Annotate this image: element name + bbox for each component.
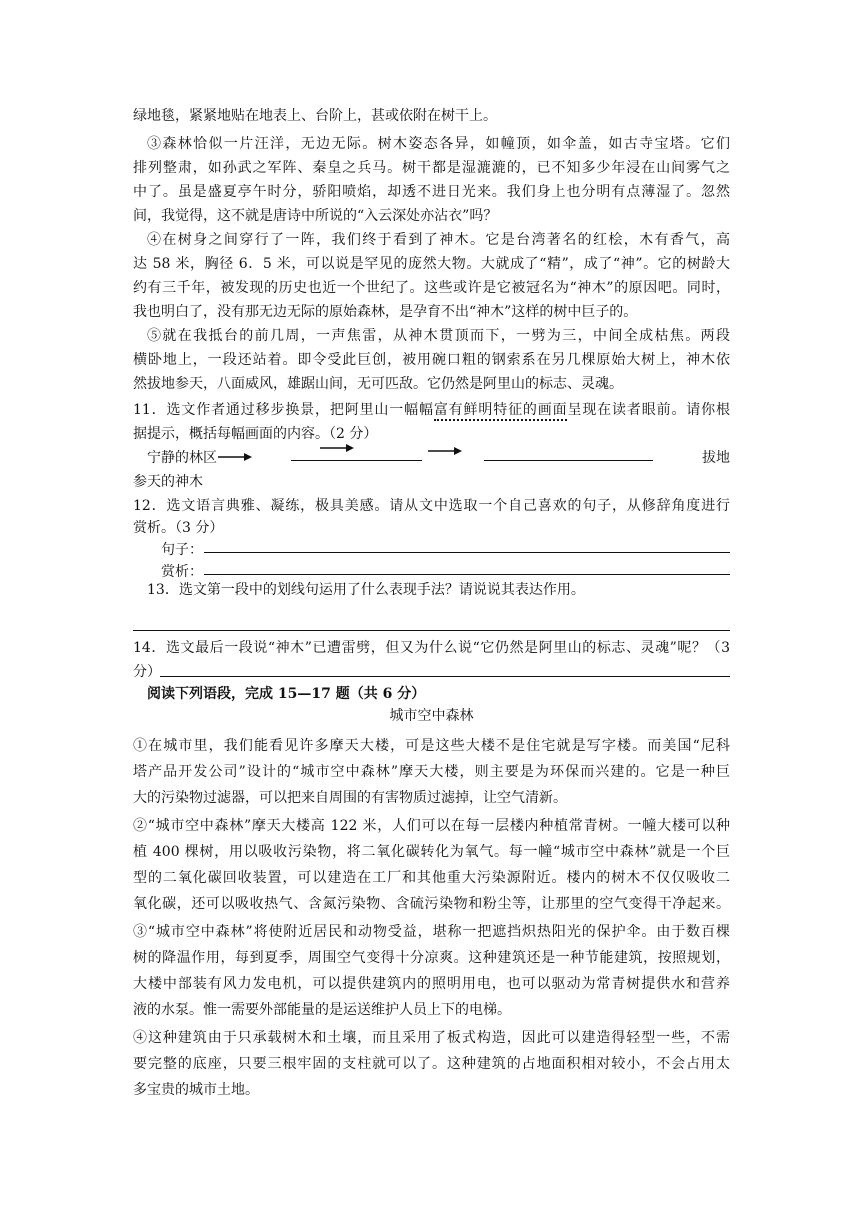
- flow-start-label: 宁静的林区: [147, 450, 217, 466]
- question-14-line2: 分）: [133, 664, 161, 680]
- article-paragraph2-line1: ②“城市空中森林”摩天大楼高 122 米，人们可以在每一层楼内种植常青树。一幢大楼可以种: [133, 818, 730, 834]
- question-12-analysis-label: 赏析：: [161, 564, 203, 580]
- question-12-sentence-label: 句子：: [161, 542, 203, 558]
- article-paragraph1-line1: ①在城市里，我们能看见许多摩天大楼，可是这些大楼不是住宅就是写字楼。而美国“尼科: [133, 738, 730, 754]
- passage1-paragraph4-line3: 约有三千年，被发现的历史也近一个世纪了。这些或许是它被冠名为“神木”的原因吧。同时，: [133, 280, 730, 296]
- passage1-paragraph2-end: 绿地毯，紧紧地贴在地表上、台阶上，甚或依附在树干上。: [133, 108, 497, 124]
- question-12-line2: 赏析。（3 分）: [133, 520, 224, 536]
- flow-arrow-icon: [320, 443, 354, 453]
- article-paragraph4-line1: ④这种建筑由于只承载树木和土壤，而且采用了板式构造，因此可以建造得轻型一些，不需: [133, 1030, 730, 1046]
- passage1-paragraph5-line3: 然拔地参天，八面威风，雄踞山间，无可匹敌。它仍然是阿里山的标志、灵魂。: [133, 376, 623, 392]
- article-paragraph1-line3: 大的污染物过滤器，可以把来自周围的有害物质过滤掉，让空气清新。: [133, 790, 567, 806]
- article-paragraph3-line3: 大楼中部装有风力发电机，可以提供建筑内的照明用电，也可以驱动为常青树提供水和营养: [133, 976, 730, 992]
- article-paragraph2-line4: 氧化碳，还可以吸收热气、含氮污染物、含硫污染物和粉尘等，让那里的空气变得干净起来。: [133, 896, 730, 912]
- question-14-answer-line[interactable]: [160, 676, 730, 677]
- passage1-paragraph3-line3: 中了。虽是盛夏亭午时分，骄阳喷焰，却透不进日光来。我们身上也分明有点薄湿了。忽然: [133, 184, 730, 200]
- passage1-paragraph4-line1: ④在树身之间穿行了一阵，我们终于看到了神木。它是台湾著名的红桧，木有香气，高: [147, 232, 730, 248]
- passage1-paragraph3-line1: ③森林恰似一片汪洋，无边无际。树木姿态各异，如幢顶，如伞盖，如古寺宝塔。它们: [147, 136, 730, 152]
- question-12-sentence-answer-line[interactable]: [204, 552, 730, 553]
- question-14-line1: 14．选文最后一段说“神木”已遭雷劈，但又为什么说“它仍然是阿里山的标志、灵魂”呢？（3: [133, 640, 730, 656]
- section-2-header: 阅读下列语段，完成 15—17 题（共 6 分）: [147, 686, 426, 702]
- question-13-text: 13．选文第一段中的划线句运用了什么表现手法？请说说其表达作用。: [147, 582, 585, 598]
- flow-end-label-b: 参天的神木: [133, 474, 203, 490]
- passage1-paragraph5-line2: 横卧地上，一段还站着。即令受此巨创，被用碗口粗的钢索系在另几棵原始大树上，神木依: [133, 352, 730, 368]
- question-12-line1: 12．选文语言典雅、凝练，极具美感。请从文中选取一个自己喜欢的句子，从修辞角度进行: [133, 498, 730, 514]
- flow-arrow-icon: [428, 446, 462, 456]
- question-11-line1: [133, 400, 730, 420]
- article-paragraph2-line2: 植 400 棵树，用以吸收污染物，将二氧化碳转化为氧气。每一幢“城市空中森林”就是一个巨: [133, 844, 730, 860]
- flow-answer-line-1[interactable]: [291, 460, 422, 461]
- passage1-paragraph3-line4: 间，我觉得，这不就是唐诗中所说的“入云深处亦沾衣”吗？: [133, 208, 498, 224]
- question-11-line2: 据提示，概括每幅画面的内容。（2 分）: [133, 426, 378, 442]
- article-paragraph4-line2: 要完整的底座，只要三根牢固的支柱就可以了。这种建筑的占地面积相对较小，不会占用太: [133, 1056, 730, 1072]
- article-title: 城市空中森林: [389, 708, 474, 724]
- flow-answer-line-2[interactable]: [484, 460, 653, 461]
- question-11-text-b: 呈现在读者眼前。请你根: [567, 402, 730, 418]
- article-paragraph3-line4: 液的水泵。惟一需要外部能量的是运送维护人员上下的电梯。: [133, 1002, 511, 1018]
- passage1-paragraph4-line2: 达 58 米，胸径 6．5 米，可以说是罕见的庞然大物。大就成了“精”，成了“神”。它的树龄大: [133, 256, 730, 272]
- article-paragraph1-line2: 塔产品开发公司”设计的“城市空中森林”摩天大楼，则主要是为环保而兴建的。它是一种巨: [133, 764, 730, 780]
- article-paragraph3-line2: 树的降温作用，每到夏季，周围空气变得十分凉爽。这种建筑还是一种节能建筑，按照规划，: [133, 950, 730, 966]
- question-11-emphasis: 富有鲜明特征的画面: [434, 402, 568, 421]
- passage1-paragraph4-line4: 我也明白了，没有那无边无际的原始森林，是孕育不出“神木”这样的树中巨子的。: [133, 304, 638, 320]
- question-11-text-a: 11．选文作者通过移步换景，把阿里山一幅幅: [133, 402, 434, 418]
- flow-end-label-a: 拔地: [702, 450, 730, 466]
- article-paragraph4-line3: 多宝贵的城市土地。: [133, 1082, 259, 1098]
- passage1-paragraph5-line1: ⑤就在我抵台的前几周，一声焦雷，从神木贯顶而下，一劈为三，中间全成枯焦。两段: [147, 328, 730, 344]
- question-12-analysis-answer-line[interactable]: [204, 574, 730, 575]
- article-paragraph3-line1: ③“城市空中森林”将使附近居民和动物受益，堪称一把遮挡炽热阳光的保护伞。由于数百棵: [133, 924, 730, 940]
- flow-arrow-icon: [218, 452, 252, 462]
- article-paragraph2-line3: 型的二氧化碳回收装置，可以建造在工厂和其他重大污染源附近。楼内的树木不仅仅吸收二: [133, 870, 730, 886]
- question-13-answer-line[interactable]: [133, 630, 730, 631]
- passage1-paragraph3-line2: 排列整肃，如孙武之军阵、秦皇之兵马。树干都是湿漉漉的，已不知多少年浸在山间雾气之: [133, 160, 730, 176]
